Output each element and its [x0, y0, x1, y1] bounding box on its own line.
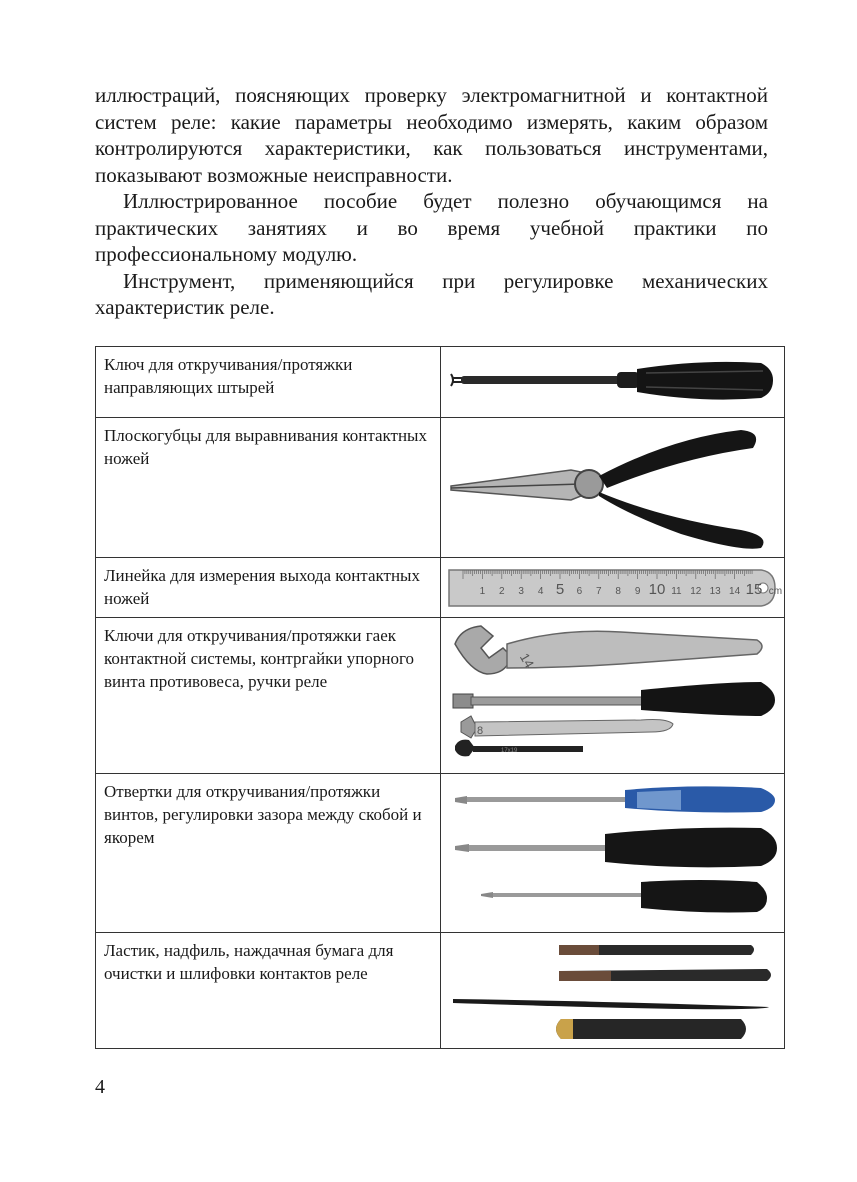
table-row: [96, 933, 785, 1049]
table-row: [96, 774, 785, 933]
wrench-size-mark: 8: [477, 725, 484, 737]
tool-label: Ластик, надфиль, наждачная бумага для очистки и шлифовки контактов реле: [96, 933, 441, 1049]
table-row: [96, 347, 785, 418]
tool-picture: [441, 774, 785, 933]
tool-picture: [441, 347, 785, 418]
ruler-tick-label: 14: [729, 586, 741, 597]
ruler-tick-label: 5: [555, 581, 565, 598]
intro-paragraph-3: Инструмент, применяющийся при регулировке механических характеристик реле.: [95, 268, 768, 319]
ruler-tick-label: 7: [596, 586, 602, 597]
page-number: 4: [95, 1076, 105, 1098]
ruler-tick-label: 9: [634, 586, 641, 597]
ruler-tick-label: 10: [648, 581, 666, 598]
ruler-tick-label: cm: [768, 586, 783, 597]
tool-label: Ключ для откручивания/протяжки направляющих штырей: [96, 347, 441, 418]
table-row: [96, 558, 785, 618]
ruler-tick-label: 13: [709, 586, 721, 597]
wrenches-icon: [441, 618, 784, 773]
ruler-tick-label: 12: [690, 586, 702, 597]
ruler-tick-label: 4: [537, 586, 544, 597]
wrench-size-mark: 14: [516, 650, 538, 671]
tool-label: Отвертки для откручивания/протяжки винтов, регулировки зазора между скобой и якорем: [96, 774, 441, 933]
tool-picture: [441, 418, 785, 558]
intro-paragraph-2: Иллюстрированное пособие будет полезно обучающимся на практических занятиях и во время учебной практики по профессиональному модулю.: [95, 189, 768, 266]
tool-label: Плоскогубцы для выравнивания контактных ножей: [96, 418, 441, 558]
ruler-tick-label: 3: [518, 586, 524, 597]
ruler-tick-label: 2: [499, 586, 505, 597]
tool-picture: [441, 933, 785, 1049]
screwdrivers-icon: [441, 774, 784, 932]
wrench-size-mark: 17x19: [501, 748, 518, 754]
tools-table: [95, 346, 785, 1049]
tool-label: Линейка для измерения выхода контактных ножей: [96, 558, 441, 618]
intro-paragraph-1: иллюстраций, поясняющих проверку электромагнитной и контактной систем реле: какие параметры необходимо измерять, каким образом контролируются характеристики, как пользоваться инструментами, показывают возможные неисправности.: [95, 83, 768, 187]
ruler-tick-label: 8: [615, 586, 621, 597]
ruler-icon: [441, 558, 784, 617]
ruler-tick-label: 15: [745, 581, 763, 598]
guide-pin-key-icon: [441, 347, 784, 417]
pliers-icon: [441, 418, 784, 557]
ruler-tick-label: 11: [671, 586, 682, 597]
intro-text: [95, 82, 768, 321]
table-row: [96, 618, 785, 774]
tool-label: Ключи для откручивания/протяжки гаек контактной системы, контргайки упорного винта противовеса, ручки реле: [96, 618, 441, 774]
files-eraser-icon: [441, 933, 784, 1048]
ruler-tick-label: 1: [479, 586, 486, 597]
table-row: [96, 418, 785, 558]
tool-picture: [441, 558, 785, 618]
tool-picture: [441, 618, 785, 774]
ruler-tick-label: 6: [576, 586, 583, 597]
